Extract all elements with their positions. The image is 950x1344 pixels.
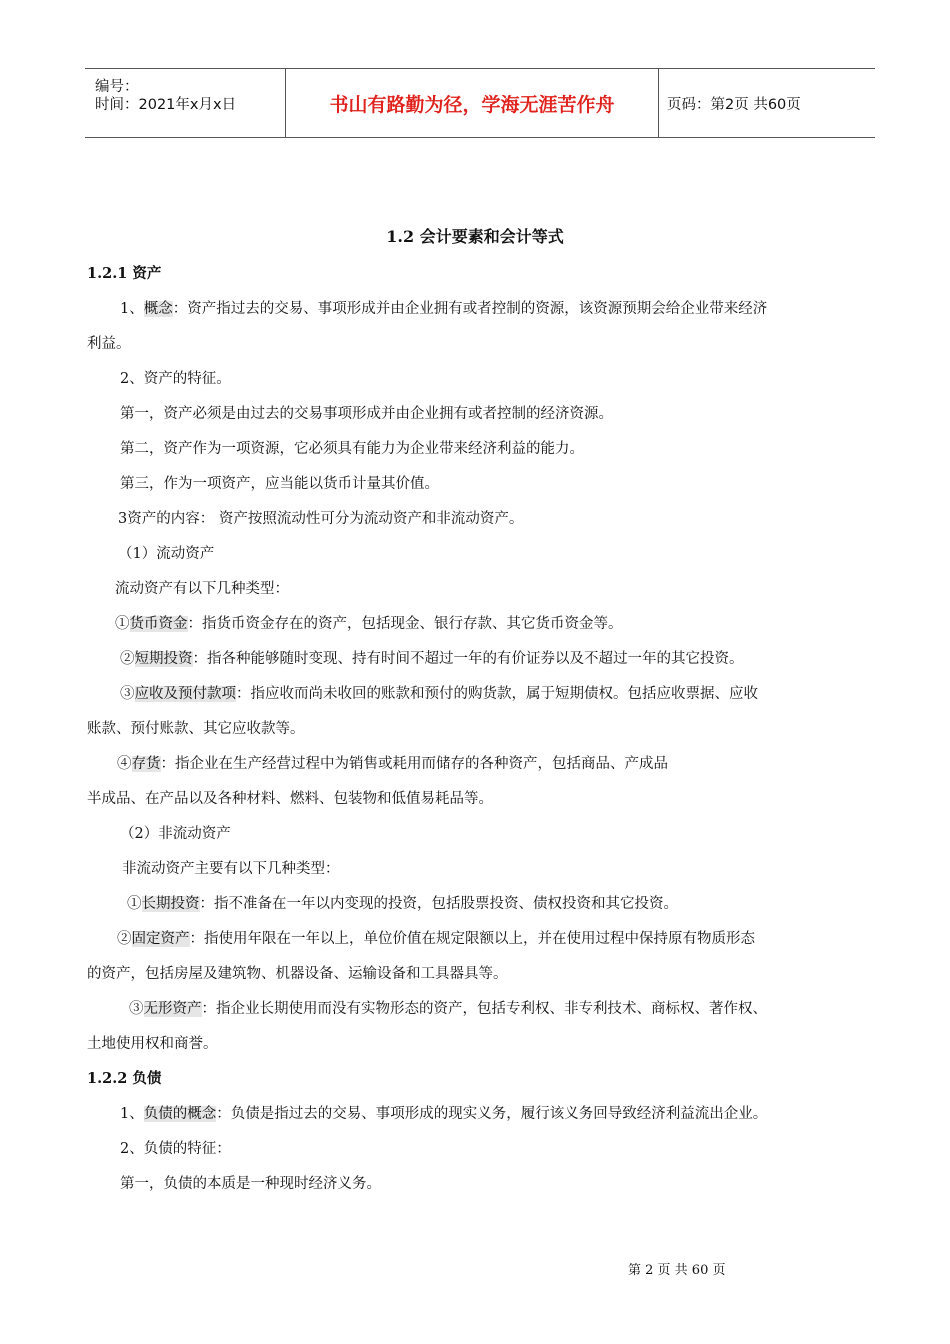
header-motto-cell xyxy=(286,69,659,137)
motto-text: 书山有路勤为径，学海无涯苦作舟 xyxy=(329,93,615,116)
paragraph-line: 的资产，包括房屋及建筑物、机器设备、运输设备和工具器具等。 xyxy=(87,966,508,982)
highlighted-term: 长期投资 xyxy=(141,896,200,912)
paragraph-line: 账款、预付账款、其它应收款等。 xyxy=(87,721,305,737)
page-footer: 第 2 页 共 60 页 xyxy=(628,1263,726,1278)
paragraph-line: 2、负债的特征： xyxy=(120,1141,231,1157)
page-info-text: 页码：第2页 共60页 xyxy=(667,96,801,113)
paragraph-line: 第一，负债的本质是一种现时经济义务。 xyxy=(120,1176,381,1192)
list-item: ③无形资产：指企业长期使用而没有实物形态的资产，包括专利权、非专利技术、商标权、著作权、 xyxy=(129,1001,767,1017)
list-item: ②短期投资：指各种能够随时变现、持有时间不超过一年的有价证券以及不超过一年的其它投资。 xyxy=(120,651,744,667)
paragraph-line: 流动资产有以下几种类型： xyxy=(115,581,289,597)
paragraph-line: 土地使用权和商誉。 xyxy=(87,1036,218,1052)
highlighted-term: 固定资产 xyxy=(131,931,190,947)
paragraph-line: 半成品、在产品以及各种材料、燃料、包装物和低值易耗品等。 xyxy=(87,791,493,807)
header-page-cell xyxy=(659,69,875,137)
section-heading-assets: 1.2.1 资产 xyxy=(87,265,162,282)
highlighted-term: 短期投资 xyxy=(134,651,193,667)
highlighted-term: 负债的概念 xyxy=(143,1106,217,1122)
section-heading-liabilities: 1.2.2 负债 xyxy=(87,1070,162,1087)
highlighted-term: 货币资金 xyxy=(129,616,188,632)
document-date-label: 时间：2021年x月x日 xyxy=(95,97,237,113)
list-item: ③应收及预付款项：指应收而尚未收回的账款和预付的购货款，属于短期债权。包括应收票据、应收 xyxy=(120,686,758,702)
paragraph-line: 1、负债的概念：负债是指过去的交易、事项形成的现实义务，履行该义务回导致经济利益流出企业。 xyxy=(120,1106,768,1122)
paragraph-line: 第一，资产必须是由过去的交易事项形成并由企业拥有或者控制的经济资源。 xyxy=(120,406,613,422)
subsection-heading-noncurrent-assets: （2）非流动资产 xyxy=(120,826,231,842)
header-meta-cell xyxy=(85,69,286,137)
highlighted-term: 无形资产 xyxy=(143,1001,202,1017)
subsection-heading-current-assets: （1）流动资产 xyxy=(118,546,215,562)
paragraph-line: 第三，作为一项资产，应当能以货币计量其价值。 xyxy=(120,476,439,492)
page-header xyxy=(85,68,875,138)
highlighted-term: 概念 xyxy=(143,301,173,317)
page-title: 1.2 会计要素和会计等式 xyxy=(386,227,564,246)
list-item: ④存货：指企业在生产经营过程中为销售或耗用而储存的各种资产，包括商品、产成品 xyxy=(117,756,668,772)
list-item: ②固定资产：指使用年限在一年以上，单位价值在规定限额以上，并在使用过程中保持原有物质形态 xyxy=(117,931,755,947)
paragraph-line: 非流动资产主要有以下几种类型： xyxy=(122,861,340,877)
paragraph-line: 2、资产的特征。 xyxy=(120,371,231,387)
paragraph-line: 3资产的内容： 资产按照流动性可分为流动资产和非流动资产。 xyxy=(118,511,524,527)
document-number-label: 编号： xyxy=(95,79,139,95)
paragraph-line: 第二，资产作为一项资源，它必须具有能力为企业带来经济利益的能力。 xyxy=(120,441,584,457)
highlighted-term: 应收及预付款项 xyxy=(134,686,236,702)
paragraph-line: 利益。 xyxy=(87,336,131,352)
list-item: ①长期投资：指不准备在一年以内变现的投资，包括股票投资、债权投资和其它投资。 xyxy=(127,896,678,912)
list-item: ①货币资金：指货币资金存在的资产，包括现金、银行存款、其它货币资金等。 xyxy=(115,616,623,632)
paragraph-line: 1、概念：资产指过去的交易、事项形成并由企业拥有或者控制的资源，该资源预期会给企业带来经济 xyxy=(120,301,768,317)
highlighted-term: 存货 xyxy=(131,756,161,772)
